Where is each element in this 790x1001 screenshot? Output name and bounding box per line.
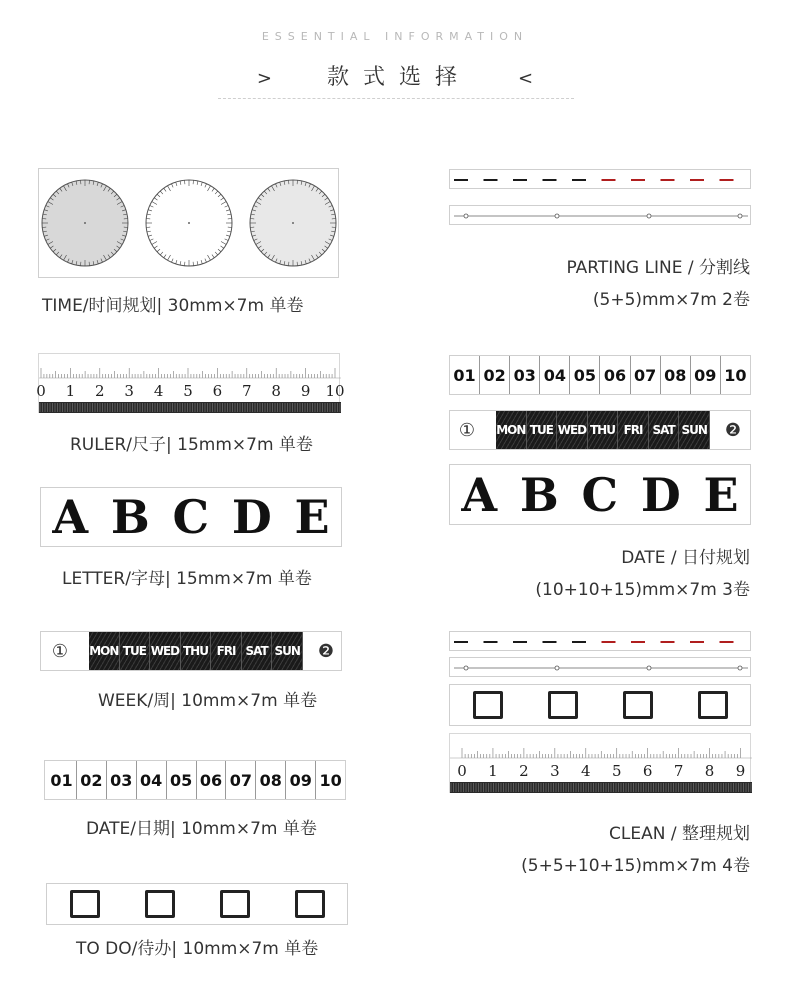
day-tue: TUE <box>527 411 558 449</box>
dateset-week-tape <box>449 410 751 450</box>
dash-line <box>450 170 752 190</box>
letter-c: C <box>172 490 210 544</box>
clean-ruler-graphic <box>450 734 752 794</box>
day-sun: SUN <box>679 411 710 449</box>
time-caption: TIME/时间规划| 30mm×7m 单卷 <box>42 296 304 316</box>
ruler-digit: 3 <box>550 762 560 780</box>
letter-d: D <box>640 467 681 522</box>
date-number: 05 <box>167 761 197 799</box>
header-english-title: ESSENTIAL INFORMATION <box>261 30 529 43</box>
dateset-week-left-number: ① <box>458 419 476 441</box>
ruler-digit: 8 <box>271 382 281 400</box>
date-tape <box>44 760 346 800</box>
day-wed: WED <box>557 411 588 449</box>
letter-a: A <box>52 490 89 544</box>
ruler-digit: 6 <box>212 382 223 400</box>
dateset-letter-tape <box>449 464 751 525</box>
day-thu: THU <box>181 632 212 670</box>
date-number: 02 <box>77 761 107 799</box>
clean-dash-tape <box>449 631 751 651</box>
parting-dash-tape <box>449 169 751 189</box>
day-thu: THU <box>588 411 619 449</box>
week-left-number: ① <box>51 640 69 662</box>
letter-d: D <box>231 490 272 544</box>
ruler-graphic <box>36 354 345 414</box>
day-fri: FRI <box>211 632 242 670</box>
header-divider <box>218 98 574 99</box>
date-number: 04 <box>540 356 570 394</box>
todo-caption: TO DO/待办| 10mm×7m 单卷 <box>76 939 319 959</box>
day-sat: SAT <box>242 632 273 670</box>
date-number: 07 <box>226 761 256 799</box>
ruler-digit: 8 <box>704 762 715 780</box>
ruler-digit: 2 <box>519 762 529 780</box>
date-number: 06 <box>197 761 227 799</box>
checkbox-square-icon <box>548 691 578 719</box>
clean-todo-tape <box>449 684 751 726</box>
checkbox-square-icon <box>295 890 325 918</box>
date-number: 08 <box>256 761 286 799</box>
ruler-digit: 1 <box>65 382 76 400</box>
date-number: 03 <box>107 761 137 799</box>
checkbox-square-icon <box>145 890 175 918</box>
date-number: 08 <box>661 356 691 394</box>
date-number: 03 <box>510 356 540 394</box>
ruler-digit: 10 <box>325 382 345 400</box>
checkbox-square-icon <box>70 890 100 918</box>
day-wed: WED <box>150 632 181 670</box>
header-left-mark: > <box>256 68 272 89</box>
letter-b: B <box>519 467 559 522</box>
checkbox-square-icon <box>623 691 653 719</box>
clean-caption-1: CLEAN / 整理规划 <box>609 824 750 844</box>
letter-tape <box>40 487 342 547</box>
clean-caption-2: (5+5+10+15)mm×7m 4卷 <box>521 856 750 876</box>
date-number: 05 <box>570 356 600 394</box>
ruler-tape <box>36 353 345 413</box>
clean-dot-line <box>450 658 752 678</box>
day-tue: TUE <box>120 632 151 670</box>
ruler-digit: 1 <box>488 762 498 780</box>
clean-dash-line <box>450 632 752 652</box>
date-number: 04 <box>137 761 167 799</box>
parting-dot-tape <box>449 205 751 225</box>
dateset-week-right-number: ❷ <box>724 419 742 441</box>
time-tape <box>38 168 339 278</box>
day-sun: SUN <box>272 632 303 670</box>
todo-tape <box>46 883 348 925</box>
ruler-digit: 7 <box>242 382 252 400</box>
header-right-mark: < <box>518 68 534 89</box>
date-number: 01 <box>450 356 480 394</box>
dot-line <box>450 206 752 226</box>
letter-e: E <box>294 490 330 544</box>
letter-c: C <box>581 467 619 522</box>
week-right-number: ❷ <box>317 640 335 662</box>
date-number: 07 <box>631 356 661 394</box>
ruler-digit: 5 <box>183 382 193 400</box>
ruler-digit: 0 <box>457 762 467 780</box>
checkbox-square-icon <box>473 691 503 719</box>
ruler-digit: 2 <box>95 382 105 400</box>
letter-b: B <box>110 490 150 544</box>
date-number: 09 <box>691 356 721 394</box>
parting-caption-2: (5+5)mm×7m 2卷 <box>592 290 750 310</box>
dateset-caption-1: DATE / 日付规划 <box>621 548 750 568</box>
letter-caption: LETTER/字母| 15mm×7m 单卷 <box>62 569 312 589</box>
date-number: 09 <box>286 761 316 799</box>
date-number: 06 <box>600 356 630 394</box>
letter-e: E <box>703 467 739 522</box>
ruler-digit: 4 <box>581 762 591 780</box>
ruler-digit: 0 <box>36 382 46 400</box>
date-number: 01 <box>47 761 77 799</box>
date-number: 10 <box>724 365 747 385</box>
header-title-text: 款式选择 <box>326 65 471 90</box>
clean-ruler-tape <box>449 733 751 793</box>
ruler-digit: 9 <box>300 382 311 400</box>
dateset-numbers-tape <box>449 355 751 395</box>
date-number: 02 <box>480 356 510 394</box>
ruler-digit: 7 <box>673 762 684 780</box>
ruler-digit: 4 <box>153 382 164 400</box>
day-fri: FRI <box>618 411 649 449</box>
parting-caption-1: PARTING LINE / 分割线 <box>566 258 750 278</box>
week-tape <box>40 631 342 671</box>
day-mon: MON <box>496 411 527 449</box>
ruler-digit: 3 <box>124 382 134 400</box>
ruler-digit: 6 <box>642 762 653 780</box>
ruler-caption: RULER/尺子| 15mm×7m 单卷 <box>70 435 313 455</box>
date-number: 10 <box>319 770 342 790</box>
clock-faces <box>39 169 340 279</box>
dateset-caption-2: (10+10+15)mm×7m 3卷 <box>535 580 750 600</box>
day-mon: MON <box>89 632 120 670</box>
header-chinese-title <box>0 60 790 91</box>
clean-dot-tape <box>449 657 751 677</box>
checkbox-square-icon <box>220 890 250 918</box>
ruler-digit: 5 <box>611 762 622 780</box>
date-caption: DATE/日期| 10mm×7m 单卷 <box>86 819 317 839</box>
letter-a: A <box>461 467 498 522</box>
ruler-digit: 9 <box>735 762 746 780</box>
day-sat: SAT <box>649 411 680 449</box>
checkbox-square-icon <box>698 691 728 719</box>
week-caption: WEEK/周| 10mm×7m 单卷 <box>98 691 318 711</box>
